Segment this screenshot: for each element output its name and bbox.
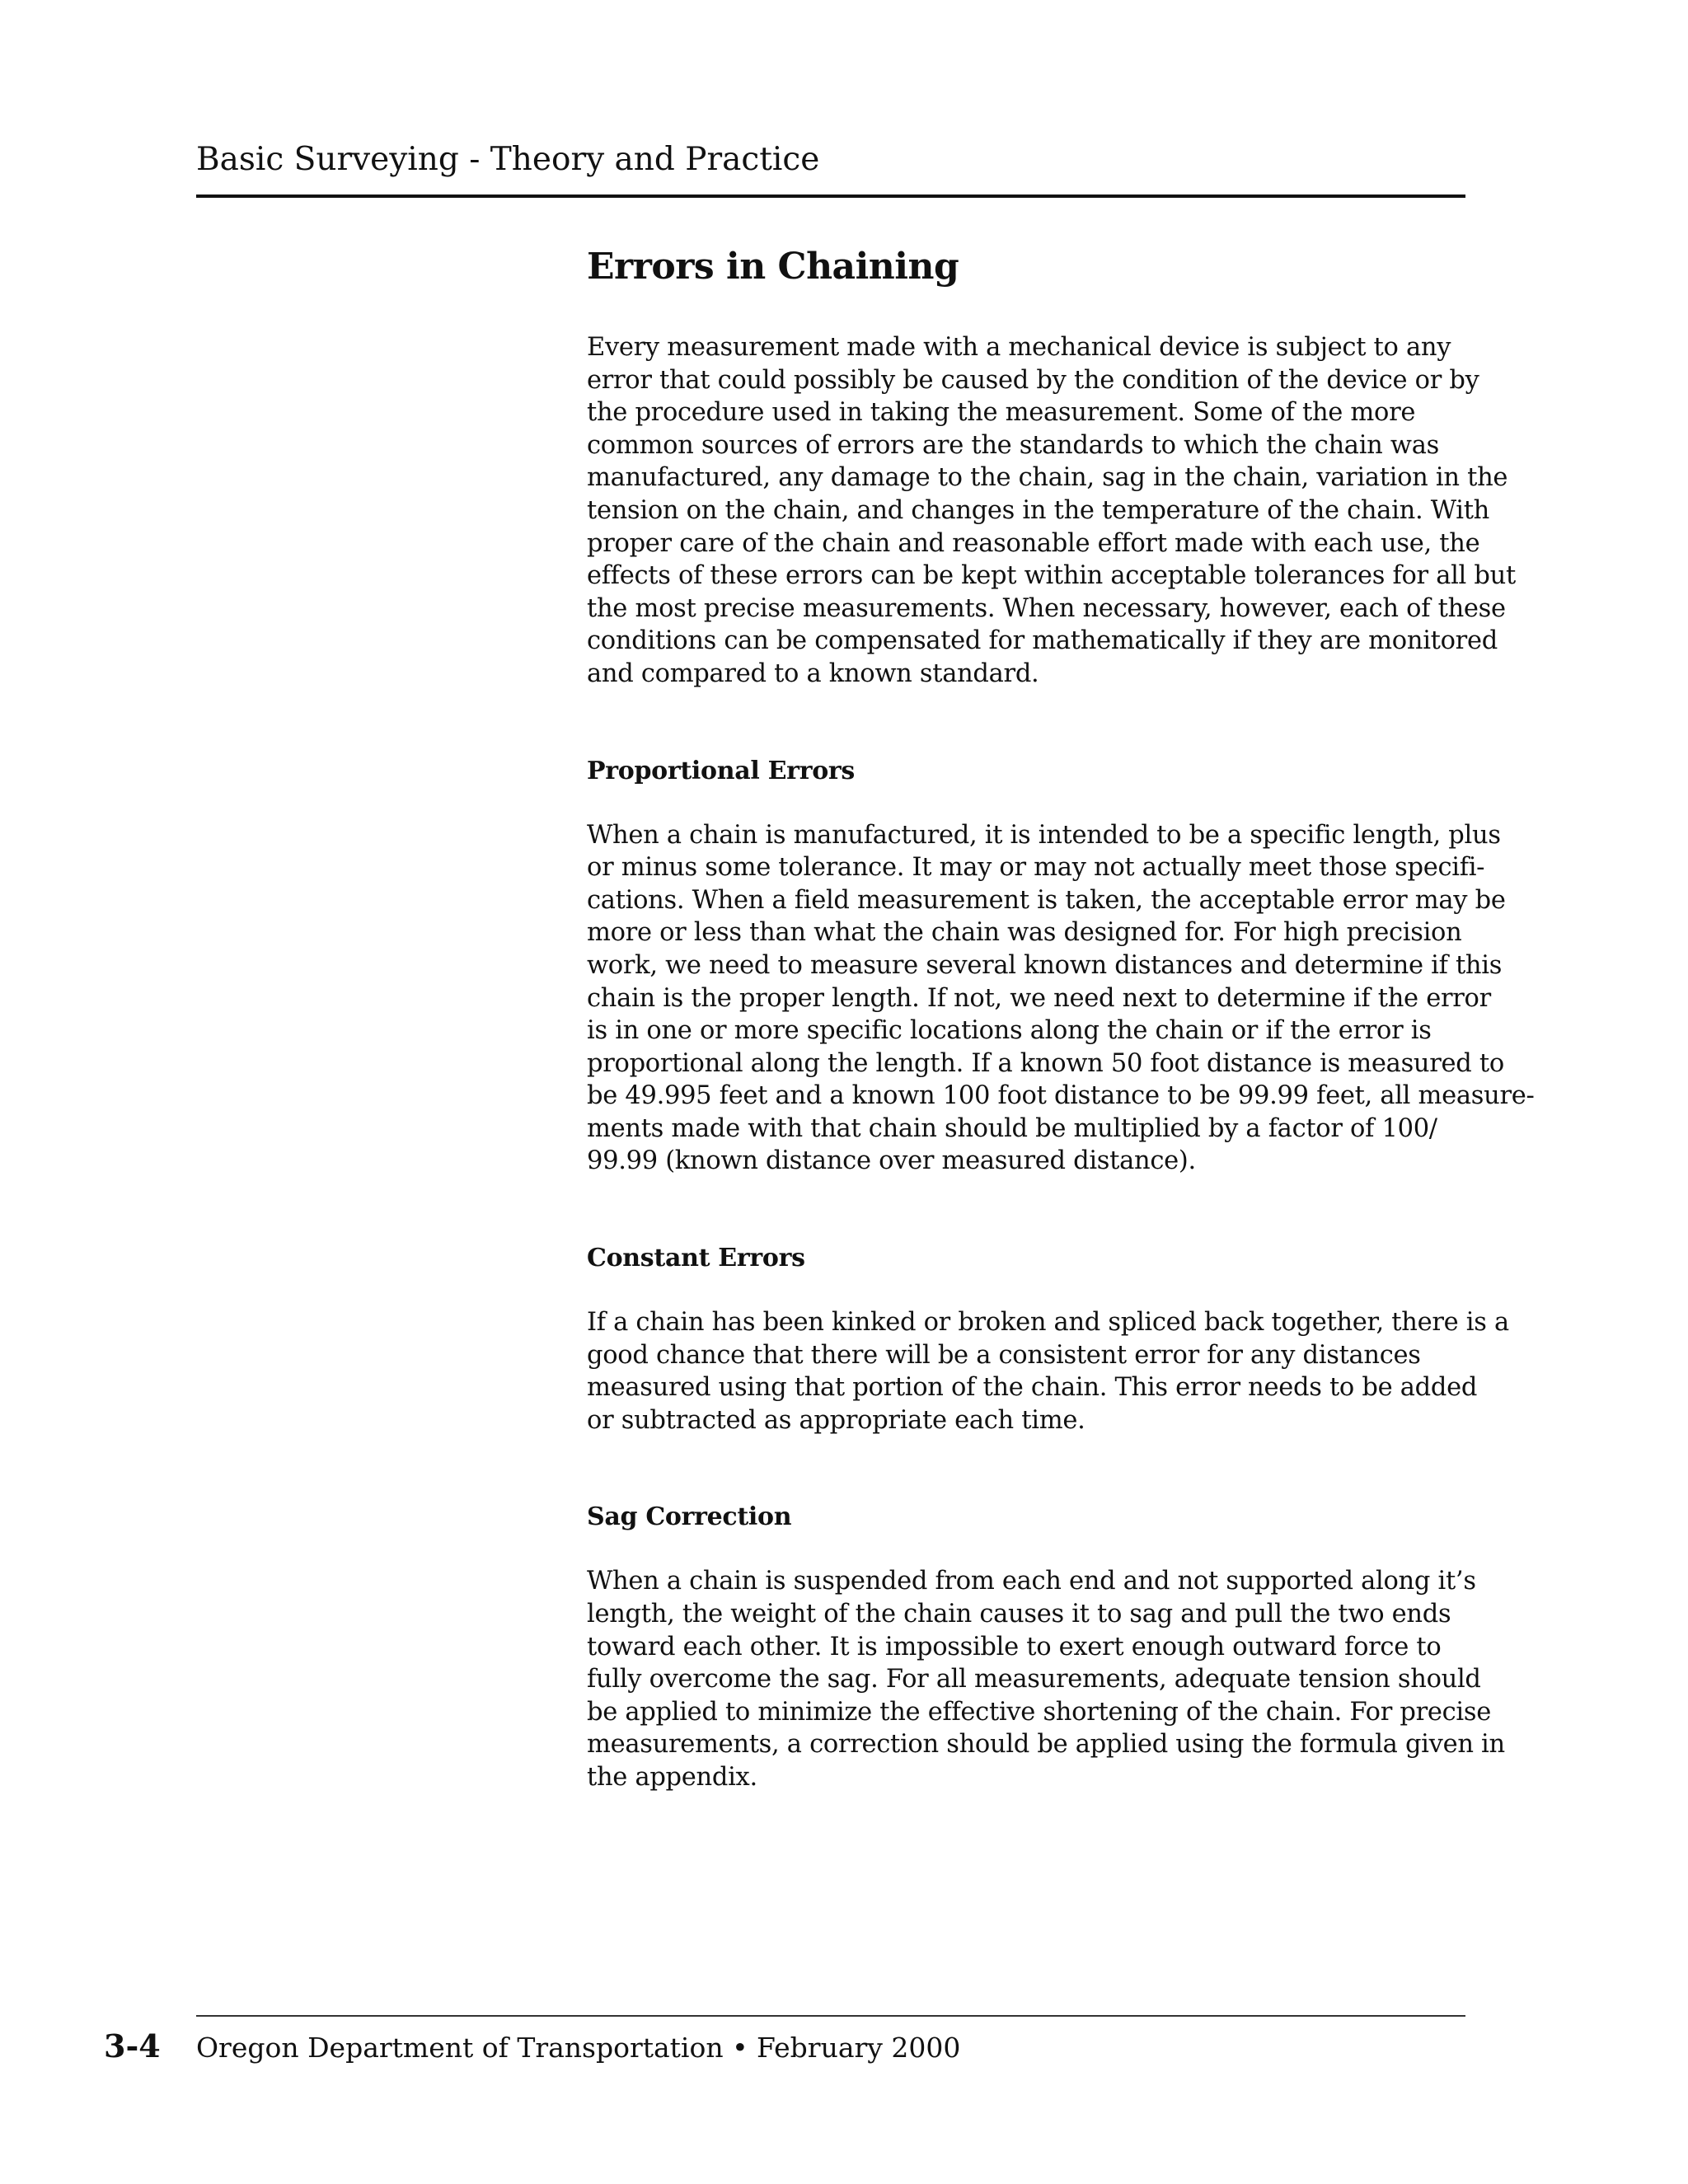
paragraph-line: fully overcome the sag. For all measurements, adequate tension should: [587, 1665, 1481, 1694]
paragraph-line: Every measurement made with a mechanical device is subject to any: [587, 333, 1451, 362]
subheading-constant-errors: Constant Errors: [587, 1244, 805, 1273]
paragraph-line: chain is the proper length. If not, we need next to determine if the error: [587, 983, 1491, 1013]
paragraph-line: When a chain is manufactured, it is intended to be a specific length, plus: [587, 820, 1501, 850]
footer-text: Oregon Department of Transportation • February 2000: [196, 2032, 961, 2064]
paragraph-line: the procedure used in taking the measurement. Some of the more: [587, 398, 1416, 428]
footer-rule: [196, 2015, 1465, 2017]
paragraph-line: conditions can be compensated for mathematically if they are monitored: [587, 626, 1498, 656]
paragraph-line: and compared to a known standard.: [587, 658, 1039, 688]
header-rule: [196, 194, 1465, 198]
paragraph-line: tension on the chain, and changes in the temperature of the chain. With: [587, 495, 1490, 525]
paragraph-line: length, the weight of the chain causes it to sag and pull the two ends: [587, 1600, 1451, 1629]
paragraph-line: measurements, a correction should be applied using the formula given in: [587, 1730, 1505, 1760]
subheading-sag-correction: Sag Correction: [587, 1502, 792, 1532]
paragraph-line: or subtracted as appropriate each time.: [587, 1405, 1085, 1435]
paragraph-line: error that could possibly be caused by the condition of the device or by: [587, 365, 1479, 395]
paragraph-line: good chance that there will be a consistent error for any distances: [587, 1340, 1421, 1370]
sag-correction-paragraph: [587, 1565, 1505, 1793]
paragraph-line: When a chain is suspended from each end and not supported along it’s: [587, 1567, 1476, 1596]
paragraph-line: the most precise measurements. When necessary, however, each of these: [587, 593, 1506, 623]
running-header: Basic Surveying - Theory and Practice: [196, 141, 820, 178]
paragraph-line: toward each other. It is impossible to exert enough outward force to: [587, 1632, 1442, 1661]
paragraph-line: common sources of errors are the standards to which the chain was: [587, 430, 1439, 460]
main-content: [587, 244, 1535, 1794]
paragraph-line: 99.99 (known distance over measured distance).: [587, 1146, 1196, 1176]
paragraph-line: be 49.995 feet and a known 100 foot distance to be 99.99 feet, all measure-: [587, 1081, 1535, 1111]
paragraph-line: cations. When a field measurement is taken, the acceptable error may be: [587, 885, 1506, 915]
paragraph-line: the appendix.: [587, 1763, 757, 1792]
paragraph-line: manufactured, any damage to the chain, sag in the chain, variation in the: [587, 463, 1508, 493]
paragraph-line: measured using that portion of the chain. This error needs to be added: [587, 1373, 1478, 1403]
paragraph-line: If a chain has been kinked or broken and spliced back together, there is a: [587, 1308, 1509, 1338]
paragraph-line: work, we need to measure several known distances and determine if this: [587, 950, 1503, 980]
paragraph-line: more or less than what the chain was designed for. For high precision: [587, 918, 1462, 948]
paragraph-line: effects of these errors can be kept within acceptable tolerances for all but: [587, 561, 1516, 591]
paragraph-line: proper care of the chain and reasonable effort made with each use, the: [587, 528, 1480, 558]
constant-errors-paragraph: [587, 1306, 1509, 1436]
subheading-proportional-errors: Proportional Errors: [587, 756, 856, 785]
paragraph-line: is in one or more specific locations along the chain or if the error is: [587, 1016, 1432, 1046]
paragraph-line: proportional along the length. If a known 50 foot distance is measured to: [587, 1048, 1504, 1078]
section-title: Errors in Chaining: [587, 246, 959, 288]
paragraph-line: ments made with that chain should be multiplied by a factor of 100/: [587, 1113, 1437, 1143]
paragraph-line: or minus some tolerance. It may or may not actually meet those specifi-: [587, 853, 1485, 883]
intro-paragraph: [587, 331, 1516, 691]
page-number: 3-4: [104, 2027, 161, 2064]
paragraph-line: be applied to minimize the effective shortening of the chain. For precise: [587, 1697, 1491, 1727]
proportional-errors-paragraph: [587, 819, 1535, 1179]
